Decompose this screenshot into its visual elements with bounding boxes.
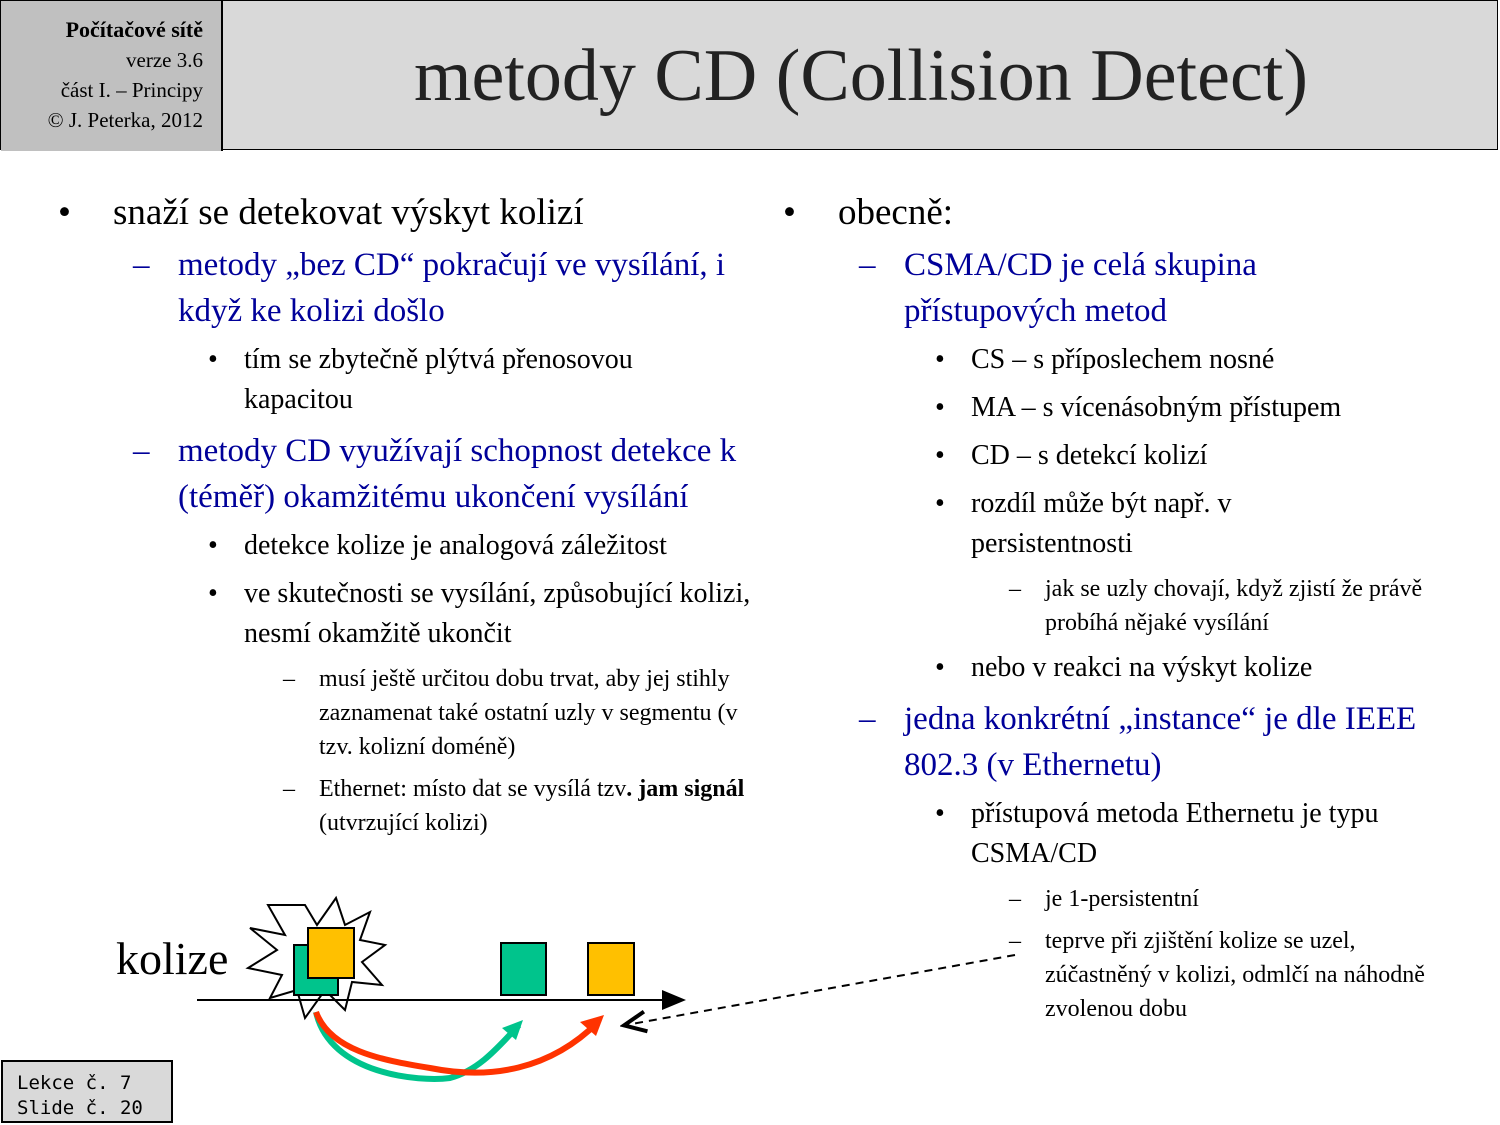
right-sub1-item4-text: rozdíl může být např. v persistentnosti — [971, 488, 1232, 559]
right-sub1-item1-text: CS – s příposlechem nosné — [971, 344, 1275, 375]
bullet-icon: • — [208, 530, 218, 561]
left-sub2-text: metody CD využívají schopnost detekce k (téměř) okamžitému ukončení vysílání — [178, 433, 737, 515]
left-sub1-item-text: tím se zbytečně plýtvá přenosovou kapacitou — [244, 344, 633, 415]
slide-footer — [1, 1060, 173, 1123]
right-detail2-text: je 1-persistentní — [1045, 886, 1199, 912]
bullet-icon: • — [935, 344, 945, 375]
green-frame-retry — [501, 943, 546, 995]
version-label: verze 3.6 — [126, 48, 203, 72]
yellow-frame-collided — [308, 928, 354, 978]
left-sub2-item1-text: detekce kolize je analogová záležitost — [244, 530, 667, 561]
bullet-icon: • — [208, 578, 218, 609]
right-sub1-item2-text: MA – s vícenásobným přístupem — [971, 392, 1342, 423]
right-sub2-text: jedna konkrétní „instance“ je dle IEEE 802.3 (v Ethernetu) — [904, 701, 1417, 783]
left-bullet-text: snaží se detekovat výskyt kolizí — [113, 192, 584, 233]
right-sub2-item1-text: přístupová metoda Ethernetu je typu CSMA/CD — [971, 798, 1379, 869]
dashed-reference-arrow — [626, 955, 1015, 1025]
bullet-icon: • — [935, 440, 945, 471]
bullet-icon: • — [935, 392, 945, 423]
dash-icon: – — [283, 776, 295, 802]
right-detail3-text: teprve při zjištění kolize se uzel, zúčastněný v kolizi, odmlčí na náhodně zvolenou dobu — [1045, 928, 1425, 1022]
part-label: část I. – Principy — [60, 78, 203, 102]
right-sub1-item3-text: CD – s detekcí kolizí — [971, 440, 1208, 471]
dash-icon: – — [133, 247, 150, 283]
collision-label: kolize — [116, 933, 229, 984]
left-detail1-text: musí ještě určitou dobu trvat, aby jej stihly zaznamenat také ostatní uzly v segmentu (v tzv. kolizní doméně) — [319, 666, 738, 760]
right-sub1-text: CSMA/CD je celá skupina přístupových metod — [904, 247, 1257, 329]
bullet-icon: • — [208, 344, 218, 375]
slide-number: Slide č. 20 — [17, 1097, 143, 1119]
jam-signal-term: . jam signál — [626, 776, 745, 802]
right-bullet-text: obecně: — [838, 192, 954, 233]
course-name: Počítačové sítě — [65, 17, 203, 42]
bullet-icon: • — [935, 798, 945, 829]
dash-icon: – — [859, 701, 876, 737]
bullet-icon: • — [58, 192, 71, 233]
left-detail2-text: Ethernet: místo dat se vysílá tzv — [319, 776, 627, 802]
bullet-icon: • — [935, 652, 945, 683]
dash-icon: – — [859, 247, 876, 283]
bullet-icon: • — [935, 488, 945, 519]
dash-icon: – — [133, 433, 150, 469]
dash-icon: – — [1009, 928, 1021, 954]
left-sub2-item2-text: ve skutečnosti se vysílání, způsobující kolizi, nesmí okamžitě ukončit — [244, 578, 751, 649]
right-sub1-item5-text: nebo v reakci na výskyt kolize — [971, 652, 1313, 683]
dash-icon: – — [1009, 576, 1021, 602]
dash-icon: – — [283, 666, 295, 692]
slide-title: metody CD (Collision Detect) — [413, 34, 1309, 117]
dash-icon: – — [1009, 886, 1021, 912]
lecture-number: Lekce č. 7 — [17, 1072, 132, 1094]
right-detail1-text: jak se uzly chovají, když zjistí že právě probíhá nějaké vysílání — [1045, 576, 1423, 636]
bullet-icon: • — [783, 192, 796, 233]
copyright-label: © J. Peterka, 2012 — [47, 108, 203, 132]
left-sub1-text: metody „bez CD“ pokračují ve vysílání, i když ke kolizi došlo — [178, 247, 726, 329]
left-detail2-suffix: (utvrzující kolizi) — [319, 810, 488, 836]
yellow-frame-retry — [588, 943, 634, 995]
